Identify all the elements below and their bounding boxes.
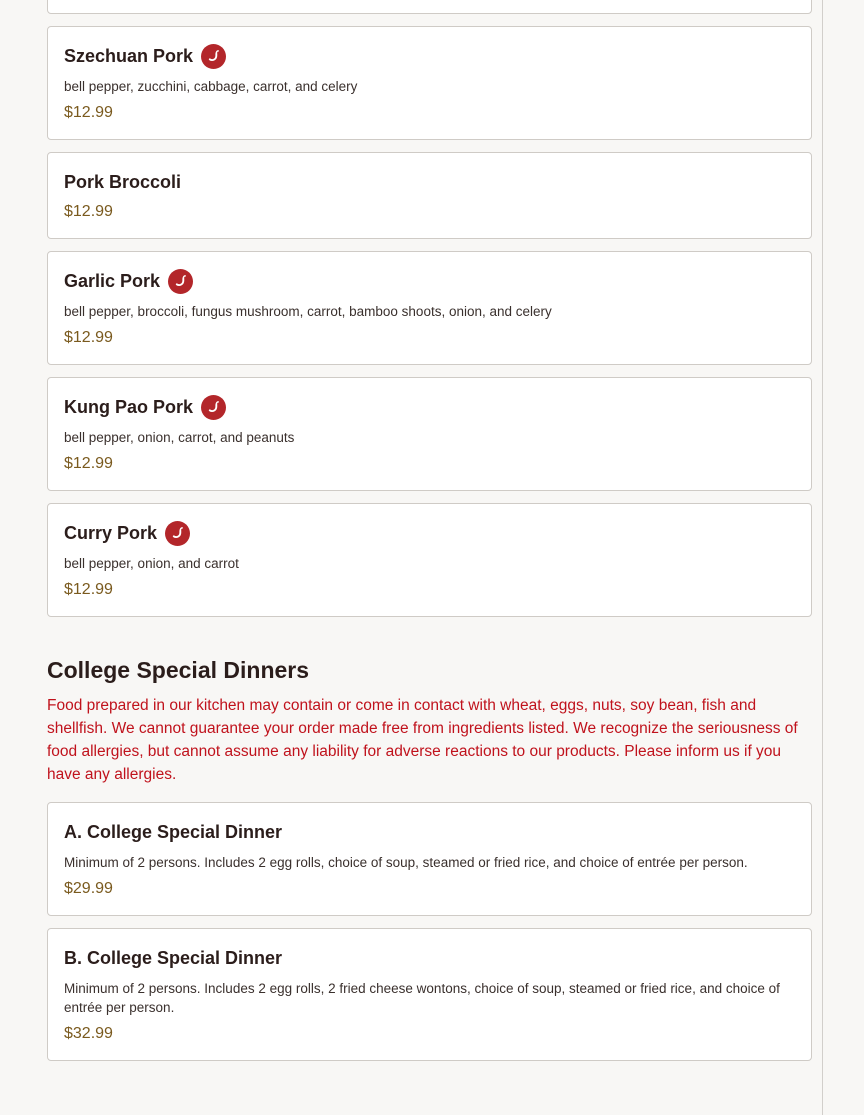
section-title: College Special Dinners (47, 657, 310, 683)
page-divider (822, 0, 823, 1115)
menu-item-description: bell pepper, onion, carrot, and peanuts (64, 430, 295, 445)
menu-item-price: $12.99 (64, 581, 113, 598)
menu-item-title-row (64, 520, 795, 546)
menu-item-price: $12.99 (64, 203, 113, 220)
menu-item-description: Minimum of 2 persons. Includes 2 egg rolls, 2 fried cheese wontons, choice of soup, steamed or fried rice, and choice of entrée per person. (64, 981, 780, 1015)
menu-item-description: bell pepper, broccoli, fungus mushroom, carrot, bamboo shoots, onion, and celery (64, 304, 552, 319)
menu-item-name: B. College Special Dinner (64, 947, 283, 968)
menu-item-name: A. College Special Dinner (64, 821, 283, 842)
menu-content (47, 0, 812, 1073)
menu-item-title-row (64, 43, 795, 69)
menu-item-title-row (64, 819, 795, 845)
menu-item-title-row (64, 394, 795, 420)
menu-item-name: Kung Pao Pork (64, 396, 194, 417)
spicy-chili-icon (165, 521, 190, 546)
menu-item-description: bell pepper, onion, and carrot (64, 556, 239, 571)
menu-item-title-row (64, 169, 795, 195)
allergy-notice: Food prepared in our kitchen may contain or come in contact with wheat, eggs, nuts, soy bean, fish and shellfish. We cannot guarantee your order made free from ingredients listed. We recognize the seriousness of food allergies, but cannot assume any liability for adverse reactions to our products. Please inform us if you have any allergies. (47, 697, 798, 783)
menu-item-price: $29.99 (64, 880, 113, 897)
menu-item-title-row (64, 945, 795, 971)
spicy-chili-icon (201, 395, 226, 420)
menu-item-name: Pork Broccoli (64, 171, 182, 192)
menu-item-card[interactable] (47, 503, 812, 617)
spicy-chili-icon (168, 269, 193, 294)
menu-item-name: Szechuan Pork (64, 45, 194, 66)
menu-item-price: $12.99 (64, 329, 113, 346)
menu-item-price: $32.99 (64, 1025, 113, 1042)
menu-item-card-partial[interactable] (47, 0, 812, 14)
menu-item-card[interactable] (47, 928, 812, 1061)
menu-item-name: Curry Pork (64, 522, 158, 543)
menu-item-name: Garlic Pork (64, 270, 161, 291)
menu-item-title-row (64, 268, 795, 294)
menu-item-card[interactable] (47, 377, 812, 491)
menu-item-price: $12.99 (64, 104, 113, 121)
spicy-chili-icon (201, 44, 226, 69)
pork-items-list (47, 26, 812, 617)
menu-item-price: $12.99 (64, 455, 113, 472)
menu-item-description: bell pepper, zucchini, cabbage, carrot, and celery (64, 79, 358, 94)
menu-item-card[interactable] (47, 152, 812, 239)
menu-item-description: Minimum of 2 persons. Includes 2 egg rolls, choice of soup, steamed or fried rice, and choice of entrée per person. (64, 855, 748, 870)
menu-item-card[interactable] (47, 251, 812, 365)
special-items-list (47, 802, 812, 1061)
menu-item-card[interactable] (47, 802, 812, 916)
menu-item-card[interactable] (47, 26, 812, 140)
